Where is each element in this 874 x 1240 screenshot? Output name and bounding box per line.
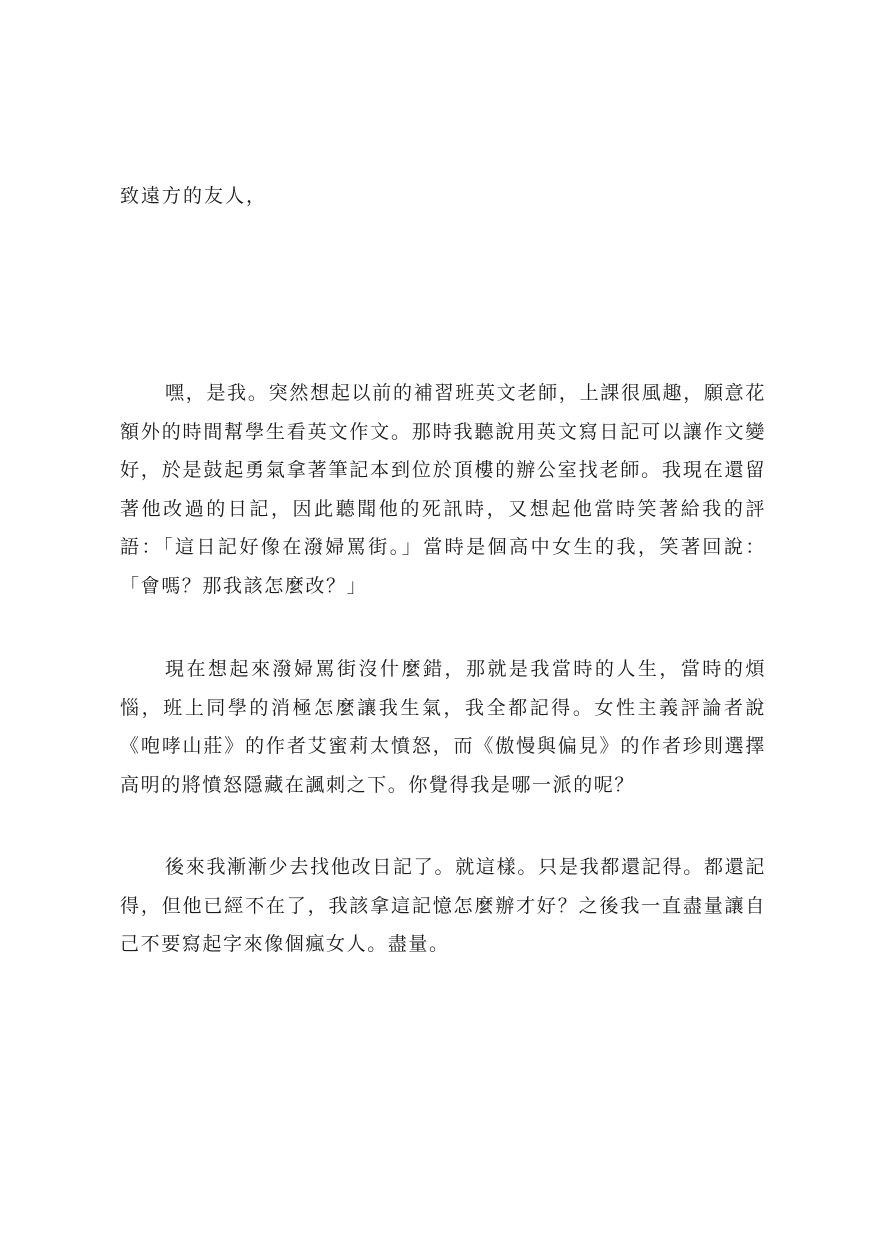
paragraph-3-text: 後來我漸漸少去找他改日記了。就這樣。只是我都還記得。都還記得，但他已經不在了，我該拿這記憶怎麼辦才好？之後我一直盡量讓自己不要寫起字來像個瘋女人。盡量。 bbox=[120, 856, 766, 955]
paragraph-2 bbox=[120, 650, 766, 804]
paragraph-1 bbox=[120, 374, 766, 605]
paragraph-2-text: 現在想起來潑婦罵街沒什麼錯，那就是我當時的人生，當時的煩惱，班上同學的消極怎麼讓我生氣，我全都記得。女性主義評論者說《咆哮山莊》的作者艾蜜莉太憤怒，而《傲慢與偏見》的作者珍則選擇高明的將憤怒隱藏在諷刺之下。你覺得我是哪一派的呢？ bbox=[120, 658, 766, 796]
letter-greeting: 致遠方的友人， bbox=[120, 185, 268, 207]
paragraph-3 bbox=[120, 848, 766, 964]
paragraph-1-text: 嘿，是我。突然想起以前的補習班英文老師，上課很風趣，願意花額外的時間幫學生看英文作文。那時我聽說用英文寫日記可以讓作文變好，於是鼓起勇氣拿著筆記本到位於頂樓的辦公室找老師。我現在還留著他改過的日記，因此聽聞他的死訊時，又想起他當時笑著給我的評語：「這日記好像在潑婦罵街。」當時是個高中女生的我，笑著回說：「會嗎？那我該怎麼改？」 bbox=[120, 382, 766, 597]
